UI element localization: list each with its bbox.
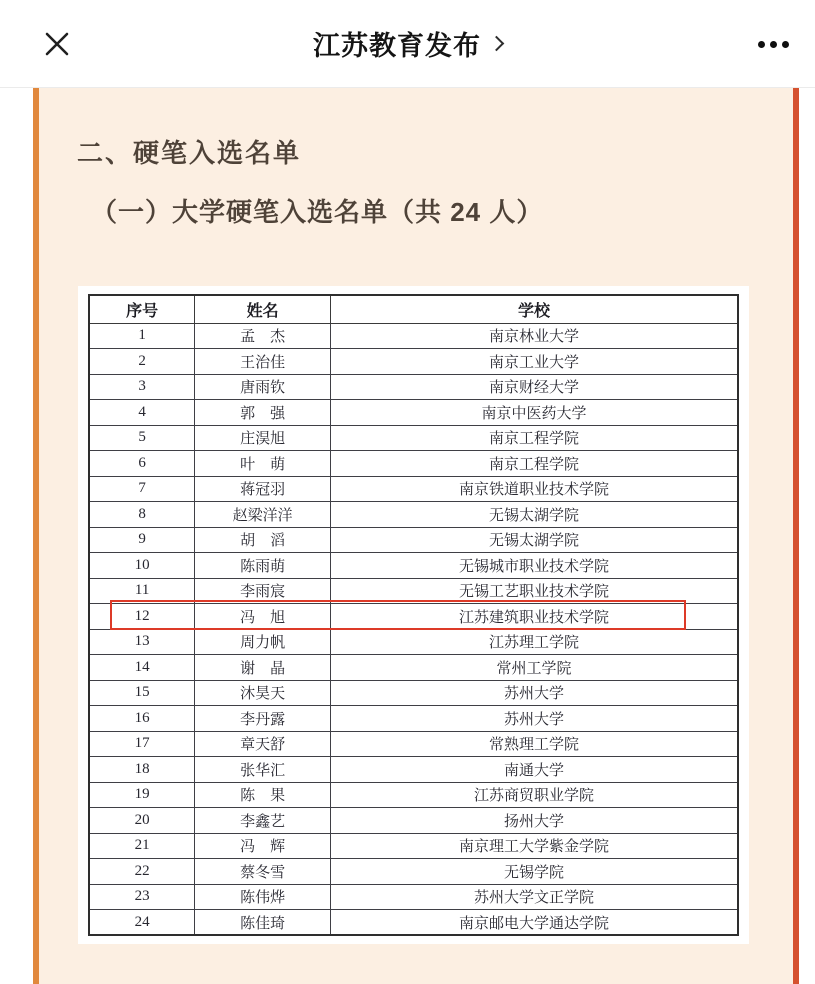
table-cell: 22: [89, 859, 195, 885]
table-cell: 南京理工大学紫金学院: [330, 833, 738, 859]
table-row: [89, 451, 738, 477]
table-cell: 南京中医药大学: [330, 400, 738, 426]
table-cell: 无锡城市职业技术学院: [330, 553, 738, 579]
table-row: [89, 680, 738, 706]
table-cell: 江苏理工学院: [330, 629, 738, 655]
table-cell: 南京工程学院: [330, 451, 738, 477]
table-row: [89, 808, 738, 834]
table-cell: 陈佳琦: [195, 910, 331, 936]
subsection-title: （一）大学硬笔入选名单（共 24 人）: [91, 197, 544, 227]
table-cell: 陈雨萌: [195, 553, 331, 579]
table-cell: 陈 果: [195, 782, 331, 808]
table-cell: 南京工业大学: [330, 349, 738, 375]
table-cell: 周力帆: [195, 629, 331, 655]
table-cell: 6: [89, 451, 195, 477]
table-row: [89, 502, 738, 528]
table-cell: 孟 杰: [195, 323, 331, 349]
table-cell: 10: [89, 553, 195, 579]
ellipsis-icon: [758, 41, 789, 48]
table-cell: 12: [89, 604, 195, 630]
table-cell: 常州工学院: [330, 655, 738, 681]
table-cell: 4: [89, 400, 195, 426]
table-cell: 陈伟烨: [195, 884, 331, 910]
table-cell: 南京财经大学: [330, 374, 738, 400]
table-cell: 南京邮电大学通达学院: [330, 910, 738, 936]
article-frame: [33, 88, 799, 984]
table-cell: 蒋冠羽: [195, 476, 331, 502]
page-title: 江苏教育发布: [313, 31, 481, 61]
roster-table-panel: [78, 286, 749, 944]
article-content: [0, 88, 815, 984]
table-cell: 无锡学院: [330, 859, 738, 885]
table-cell: 5: [89, 425, 195, 451]
table-row: [89, 731, 738, 757]
table-cell: 苏州大学文正学院: [330, 884, 738, 910]
table-cell: 胡 滔: [195, 527, 331, 553]
table-cell: 17: [89, 731, 195, 757]
table-cell: 11: [89, 578, 195, 604]
table-cell: 庄淏旭: [195, 425, 331, 451]
table-cell: 李雨宸: [195, 578, 331, 604]
table-row: [89, 476, 738, 502]
table-cell: 蔡冬雪: [195, 859, 331, 885]
table-cell: 章天舒: [195, 731, 331, 757]
table-header-row: [89, 295, 738, 323]
table-row: [89, 527, 738, 553]
table-cell: 19: [89, 782, 195, 808]
table-cell: 无锡工艺职业技术学院: [330, 578, 738, 604]
table-cell: 16: [89, 706, 195, 732]
table-cell: 20: [89, 808, 195, 834]
section-title: 二、硬笔入选名单: [77, 138, 302, 168]
table-cell: 唐雨钦: [195, 374, 331, 400]
table-cell: 叶 萌: [195, 451, 331, 477]
table-row: [89, 833, 738, 859]
table-cell: 无锡太湖学院: [330, 502, 738, 528]
table-cell: 南京林业大学: [330, 323, 738, 349]
table-row: [89, 706, 738, 732]
table-cell: 赵梁洋洋: [195, 502, 331, 528]
table-cell: 3: [89, 374, 195, 400]
table-row: [89, 553, 738, 579]
table-column-header: 姓名: [195, 295, 331, 323]
table-cell: 8: [89, 502, 195, 528]
table-row: [89, 782, 738, 808]
table-cell: 江苏建筑职业技术学院: [330, 604, 738, 630]
table-cell: 23: [89, 884, 195, 910]
table-cell: 2: [89, 349, 195, 375]
more-button[interactable]: [758, 33, 789, 55]
table-body: [89, 323, 738, 935]
table-cell: 沐昊天: [195, 680, 331, 706]
table-cell: 苏州大学: [330, 680, 738, 706]
table-cell: 13: [89, 629, 195, 655]
table-row: [89, 323, 738, 349]
table-cell: 常熟理工学院: [330, 731, 738, 757]
roster-table: [88, 294, 739, 936]
table-row: [89, 400, 738, 426]
table-cell: 7: [89, 476, 195, 502]
table-row: [89, 884, 738, 910]
table-cell: 南京铁道职业技术学院: [330, 476, 738, 502]
table-cell: 24: [89, 910, 195, 936]
table-cell: 14: [89, 655, 195, 681]
table-cell: 无锡太湖学院: [330, 527, 738, 553]
table-cell: 张华汇: [195, 757, 331, 783]
chevron-right-icon: [489, 36, 505, 52]
table-cell: 苏州大学: [330, 706, 738, 732]
table-cell: 冯 辉: [195, 833, 331, 859]
table-cell: 1: [89, 323, 195, 349]
table-cell: 李鑫艺: [195, 808, 331, 834]
table-cell: 谢 晶: [195, 655, 331, 681]
table-cell: 9: [89, 527, 195, 553]
table-cell: 扬州大学: [330, 808, 738, 834]
table-cell: 南京工程学院: [330, 425, 738, 451]
table-row: [89, 604, 738, 630]
table-row: [89, 578, 738, 604]
account-title-link[interactable]: [313, 24, 502, 63]
table-cell: 郭 强: [195, 400, 331, 426]
close-button[interactable]: [40, 27, 74, 61]
table-cell: 冯 旭: [195, 604, 331, 630]
table-row: [89, 859, 738, 885]
table-row: [89, 910, 738, 936]
navbar: [0, 0, 815, 88]
table-cell: 21: [89, 833, 195, 859]
table-cell: 南通大学: [330, 757, 738, 783]
table-row: [89, 425, 738, 451]
table-row: [89, 629, 738, 655]
table-row: [89, 655, 738, 681]
table-cell: 王治佳: [195, 349, 331, 375]
table-cell: 18: [89, 757, 195, 783]
table-cell: 李丹露: [195, 706, 331, 732]
table-row: [89, 374, 738, 400]
table-column-header: 学校: [330, 295, 738, 323]
table-column-header: 序号: [89, 295, 195, 323]
table-row: [89, 757, 738, 783]
table-row: [89, 349, 738, 375]
close-icon: [41, 28, 73, 60]
table-cell: 江苏商贸职业学院: [330, 782, 738, 808]
table-cell: 15: [89, 680, 195, 706]
